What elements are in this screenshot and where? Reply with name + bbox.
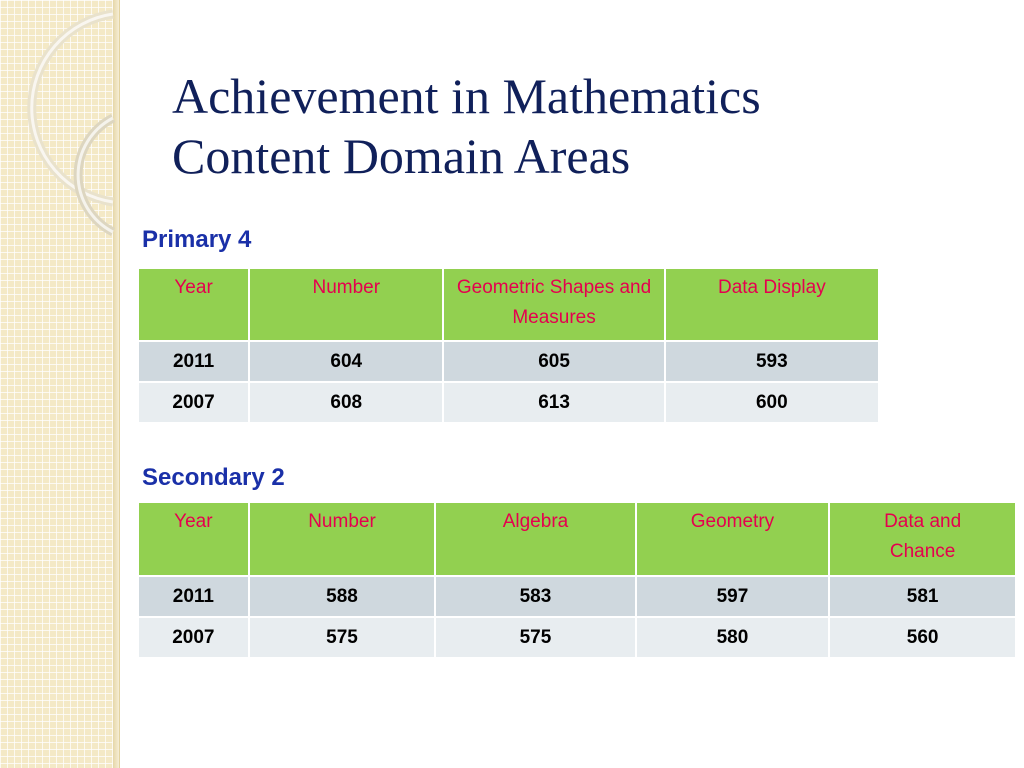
table-cell: 604 (249, 341, 443, 382)
header-cell: Number (249, 268, 443, 341)
primary-table (137, 267, 880, 424)
table-cell: 2011 (138, 576, 249, 617)
table-header-row (138, 502, 1016, 576)
table-row (138, 576, 1016, 617)
table-header-row (138, 268, 879, 341)
title-line-2: Content Domain Areas (172, 128, 631, 184)
outer-arc-highlight (32, 14, 113, 202)
table-row (138, 382, 879, 423)
table-cell: 593 (665, 341, 879, 382)
secondary-table (137, 501, 1017, 659)
table-cell: 2007 (138, 617, 249, 658)
table-cell: 608 (249, 382, 443, 423)
table-row (138, 341, 879, 382)
table-cell: 600 (665, 382, 879, 423)
table-cell: 2011 (138, 341, 249, 382)
table-cell: 575 (435, 617, 635, 658)
decorative-circles (0, 0, 130, 260)
table-cell: 560 (829, 617, 1016, 658)
table-cell: 2007 (138, 382, 249, 423)
header-cell: Geometric Shapes and Measures (443, 268, 664, 341)
header-cell: Data and Chance (829, 502, 1016, 576)
inner-arc (78, 118, 113, 232)
table-cell: 580 (636, 617, 830, 658)
header-cell: Algebra (435, 502, 635, 576)
header-cell: Data Display (665, 268, 879, 341)
table-cell: 575 (249, 617, 436, 658)
table-cell: 613 (443, 382, 664, 423)
primary-section-label: Primary 4 (142, 226, 252, 253)
table-cell: 605 (443, 341, 664, 382)
table-row (138, 617, 1016, 658)
header-cell: Year (138, 502, 249, 576)
table-cell: 581 (829, 576, 1016, 617)
table-cell: 588 (249, 576, 436, 617)
header-cell: Year (138, 268, 249, 341)
header-cell: Number (249, 502, 436, 576)
header-cell: Geometry (636, 502, 830, 576)
table-cell: 583 (435, 576, 635, 617)
table-cell: 597 (636, 576, 830, 617)
title-line-1: Achievement in Mathematics (172, 68, 761, 124)
secondary-section-label: Secondary 2 (142, 464, 285, 491)
slide-title (172, 66, 992, 186)
outer-arc (32, 14, 113, 202)
